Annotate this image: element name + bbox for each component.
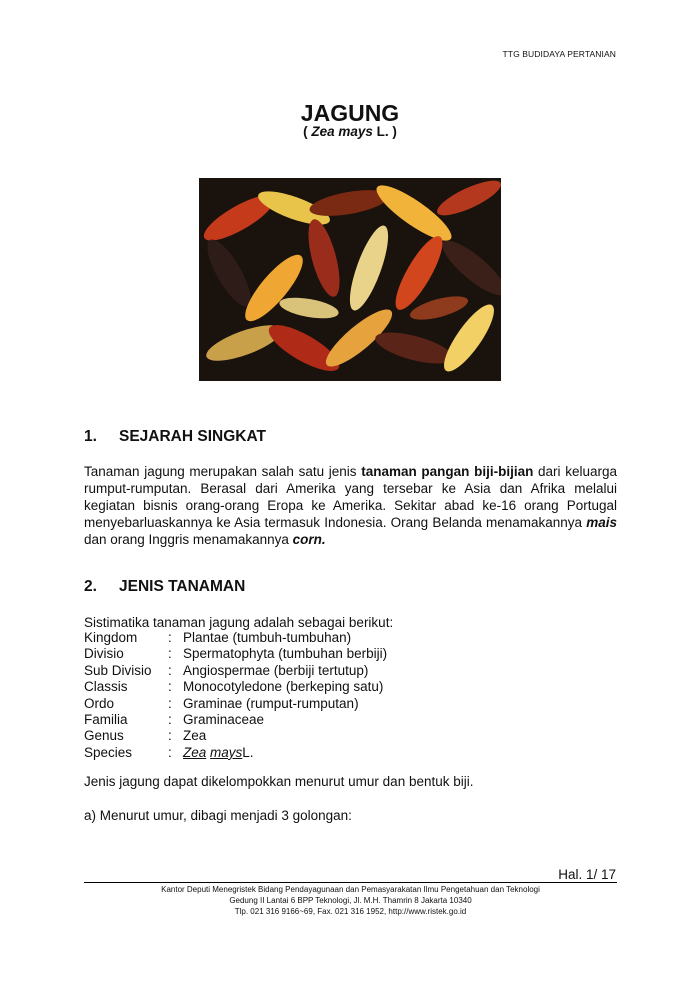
paragraph-umur: a) Menurut umur, dibagi menjadi 3 golongan: [84, 808, 352, 823]
footer-line: Gedung II Lantai 6 BPP Teknologi, Jl. M.H. Thamrin 8 Jakarta 10340 [229, 896, 472, 905]
taxonomy-rank: Classis [84, 679, 128, 695]
section-number: 1. [84, 428, 97, 445]
page-number: Hal. 1/ 17 [558, 867, 616, 882]
section-title: JENIS TANAMAN [119, 578, 246, 595]
taxonomy-row [84, 679, 387, 695]
subtitle-open: ( [303, 124, 312, 139]
taxonomy-value: Graminaceae [183, 712, 265, 728]
taxonomy-row [84, 696, 387, 712]
taxonomy-colon: : [168, 712, 172, 728]
bold-italic-text: corn. [292, 532, 326, 547]
species-author: L. [242, 744, 254, 760]
taxonomy-colon: : [168, 662, 172, 678]
footer-line: Tlp. 021 316 9166~69, Fax. 021 316 1952, http://www.ristek.go.id [234, 907, 467, 916]
taxonomy-row [84, 646, 387, 662]
species-genus: Zea [183, 744, 207, 760]
taxonomy-rank: Kingdom [84, 630, 138, 645]
species-epithet: mays [210, 744, 243, 760]
taxonomy-row [84, 745, 387, 761]
subtitle-italic: Zea mays [311, 124, 373, 139]
taxonomy-row [84, 663, 387, 679]
taxonomy-rank: Species [84, 744, 133, 760]
section-heading-jenis [84, 578, 245, 596]
text: dari keluarga rumput-rumputan. Berasal dari Amerika yang tersebar ke Asia dan Afrika melalui kegiatan bisnis orang-orang Eropa ke Amerika. Sekitar abad ke-16 orang Portugal menyebarluaskannya ke Asia termasuk Indonesia. Orang Belanda menamakannya [84, 464, 617, 530]
taxonomy-list [84, 630, 387, 761]
taxonomy-value: Graminae (rumput-rumputan) [183, 695, 359, 711]
taxonomy-rank: Divisio [84, 646, 124, 662]
taxonomy-colon: : [168, 630, 172, 645]
taxonomy-colon: : [168, 728, 172, 744]
taxonomy-row [84, 630, 387, 646]
taxonomy-row [84, 712, 387, 728]
bold-text: tanaman pangan biji-bijian [361, 464, 534, 479]
bold-italic-text: mais [586, 515, 617, 530]
section-title: SEJARAH SINGKAT [119, 428, 266, 445]
taxonomy-colon: : [168, 744, 172, 760]
subtitle-rest: L. ) [372, 124, 397, 139]
text: Tanaman jagung merupakan salah satu jenis [84, 464, 362, 479]
taxonomy-value: Plantae (tumbuh-tumbuhan) [183, 630, 352, 645]
taxonomy-value: Zea [183, 728, 207, 744]
taxonomy-rank: Genus [84, 728, 124, 744]
text: dan orang Inggris menamakannya [84, 532, 293, 547]
taxonomy-colon: : [168, 695, 172, 711]
taxonomy-rank: Sub Divisio [84, 662, 152, 678]
taxonomy-rank: Ordo [84, 695, 115, 711]
header-tag: TTG BUDIDAYA PERTANIAN [502, 49, 616, 59]
footer-divider [84, 882, 617, 883]
taxonomy-value: Monocotyledone (berkeping satu) [183, 679, 384, 695]
taxonomy-rank: Familia [84, 712, 128, 728]
paragraph-grouping: Jenis jagung dapat dikelompokkan menurut umur dan bentuk biji. [84, 774, 474, 789]
footer [84, 884, 617, 917]
corn-photo [199, 178, 501, 381]
taxonomy-colon: : [168, 679, 172, 695]
taxonomy-colon: : [168, 646, 172, 662]
footer-line: Kantor Deputi Menegristek Bidang Pendayagunaan dan Pemasyarakatan Ilmu Pengetahuan dan Teknologi [161, 885, 540, 894]
paragraph-sejarah [84, 463, 617, 548]
taxonomy-row [84, 728, 387, 744]
taxonomy-intro: Sistimatika tanaman jagung adalah sebagai berikut: [84, 615, 394, 630]
page-title: JAGUNG [300, 100, 400, 126]
section-number: 2. [84, 578, 97, 595]
taxonomy-value: Angiospermae (berbiji tertutup) [183, 662, 369, 678]
scientific-name [0, 124, 700, 139]
section-heading-sejarah [84, 428, 266, 446]
taxonomy-value: Spermatophyta (tumbuhan berbiji) [183, 646, 388, 662]
